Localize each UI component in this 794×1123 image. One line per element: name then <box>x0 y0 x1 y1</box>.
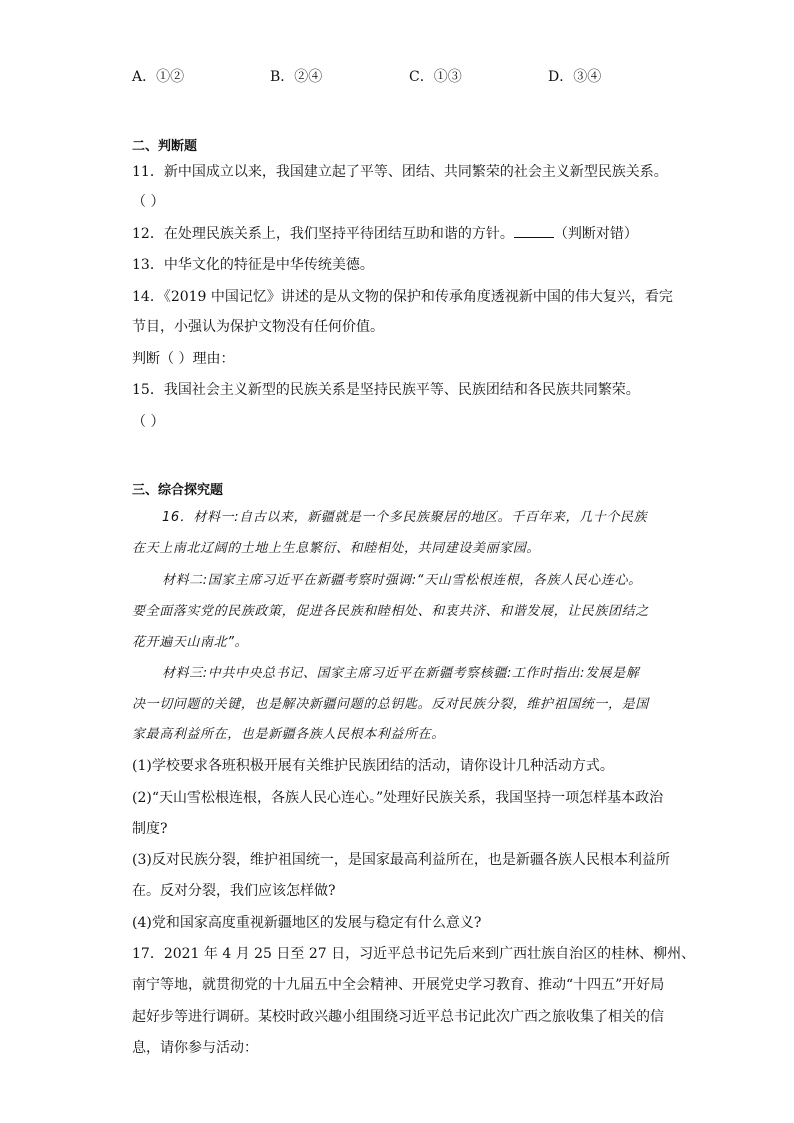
question-13: 13．中华文化的特征是中华传统美德。 <box>132 257 374 273</box>
sub-question-3-line-2: 在。反对分裂，我们应该怎样做? <box>132 883 336 899</box>
material-1-line-2: 在天上南北辽阔的土地上生息繁衍、和睦相处，共同建设美丽家园。 <box>132 541 541 556</box>
question-12-suffix: （判断对错） <box>553 226 638 242</box>
option-a: A．①② <box>132 69 185 85</box>
sub-question-4: (4)党和国家高度重视新疆地区的发展与稳定有什么意义? <box>132 915 482 931</box>
material-3-line-1: 材料三:中共中央总书记、国家主席习近平在新疆考察核疆:工作时指出:发展是解 <box>162 666 640 681</box>
question-17-line-4: 息，请你参与活动： <box>132 1040 258 1056</box>
question-15-line-1: 15．我国社会主义新型的民族关系是坚持民族平等、民族团结和各民族共同繁荣。 <box>132 382 640 398</box>
material-3-line-3: 家最高利益所在，也是新疆各族人民根本利益所在。 <box>132 727 445 742</box>
question-17-line-2: 南宁等地，就贯彻党的十九届五中全会精神、开展党史学习教育、推动“十四五”开好局 <box>132 977 665 993</box>
sub-question-2-line-2: 制度? <box>132 821 168 837</box>
question-14-line-1: 14．《2019 中国记忆》讲述的是从文物的保护和传承角度透视新中国的伟大复兴，看完 <box>132 289 673 305</box>
section-title-comprehensive: 三、综合探究题 <box>132 483 224 498</box>
question-12 <box>132 223 638 243</box>
material-1-line-1: 16．材料一:自古以来，新疆就是一个多民族聚居的地区。千百年来，几十个民族 <box>162 510 648 525</box>
answer-blank[interactable] <box>514 225 554 238</box>
question-14-line-3: 判断（ ）理由： <box>132 351 235 367</box>
question-12-text: 12．在处理民族关系上，我们坚持平待团结互助和谐的方针。 <box>132 226 514 242</box>
sub-question-3-line-1: (3)反对民族分裂，维护祖国统一，是国家最高利益所在，也是新疆各族人民根本利益所 <box>132 852 670 868</box>
question-17-line-3: 起好步等进行调研。某校时政兴趣小组围绕习近平总书记此次广西之旅收集了相关的信 <box>132 1009 664 1025</box>
section-title-judgment: 二、判断题 <box>132 139 198 154</box>
material-2-line-1: 材料二:国家主席习近平在新疆考察时强调:“天山雪松根连根，各族人民心连心。 <box>162 573 642 588</box>
material-2-line-2: 要全面落实党的民族政策，促进各民族和睦相处、和衷共济、和谐发展，让民族团结之 <box>132 604 649 619</box>
question-11-line-2: （ ） <box>132 194 165 210</box>
material-3-line-2: 决一切问题的关键，也是解决新疆问题的总钥匙。反对民族分裂，维护祖国统一，是国 <box>132 697 649 712</box>
option-d: D．③④ <box>548 69 602 85</box>
choice-options <box>132 66 692 88</box>
question-17-line-1: 17．2021 年 4 月 25 日至 27 日，习近平总书记先后来到广西壮族自治区的桂林、柳州、 <box>132 946 696 962</box>
sub-question-1: (1)学校要求各班积极开展有关维护民族团结的活动，请你设计几种活动方式。 <box>132 758 614 774</box>
question-15-line-2: （ ） <box>132 414 165 430</box>
material-2-line-3: 花开遍天山南北”。 <box>132 635 249 650</box>
option-b: B．②④ <box>270 69 323 85</box>
question-14-line-2: 节目，小强认为保护文物没有任何价值。 <box>132 319 384 335</box>
sub-question-2-line-1: (2)“天山雪松根连根，各族人民心连心。”处理好民族关系，我国坚持一项怎样基本政治 <box>132 790 664 806</box>
question-11-line-1: 11．新中国成立以来，我国建立起了平等、团结、共同繁荣的社会主义新型民族关系。 <box>132 164 668 180</box>
option-c: C．①③ <box>409 69 462 85</box>
